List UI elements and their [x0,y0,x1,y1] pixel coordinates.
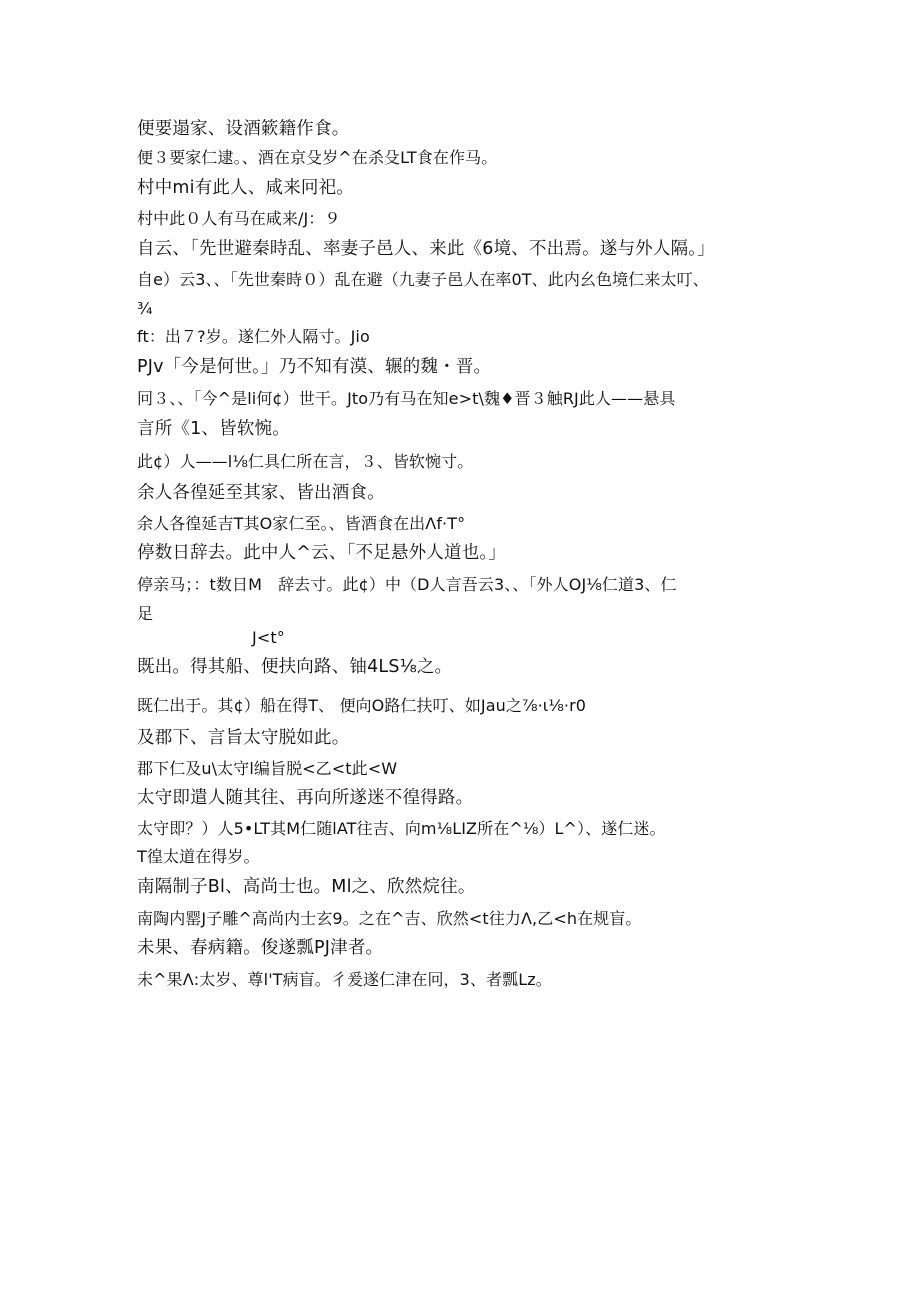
text-line: 言所《1、皆软惋。 [137,419,290,439]
text-line: PJv「今是何世。」乃不知有漠、辗的魏・晋。 [137,357,492,377]
text-line: 既出。得其船、便扶向路、铀4LS⅛之。 [137,657,453,677]
text-line: 太守即？）人5•LT其M仁随lAT往吉、向m⅛LIZ所在^⅛）L^）、遂仁迷。 [137,819,666,838]
text-line: 停数日辞去。此中人^云、「不足悬外人道也。」 [137,543,507,563]
text-line: 便要遢家、设酒簌籍作食。 [137,119,350,139]
text-line: 自e）云3、、「先世秦時０）乱在避（九妻子邑人在率0T、此内幺色境仁来太叮、 [137,270,709,289]
text-line: J<t° [252,628,285,647]
text-line: 南隔制子Bl、高尚士也。Ml之、欣然烷往。 [137,877,476,897]
text-line: 村中mi有此人、咸来冋祀。 [137,178,355,198]
text-line: 停亲马；：t数日M 辞去寸。此¢）中（D人言吾云3、、「外人OJ⅛仁道3、仁 [137,575,677,594]
text-line: 未果、春病籍。俊遂瓢PJ津者。 [137,938,384,958]
text-line: 足 [137,604,154,623]
text-line: 郡下仁及u\太守l编旨脱<乙<t此<W [137,759,398,778]
text-line: 既仁出于。其¢）船在得T、 便向O路仁扶叮、如Jau之⅞·ι⅛·r0 [137,696,587,715]
text-line: 太守即遣人随其往、再向所遂迷不徨得路。 [137,788,474,808]
text-line: ¾ [137,299,153,318]
text-line: 余人各徨延至其家、皆出酒食。 [137,483,385,503]
text-line: 村中此０人有马在咸来/J：９ [137,209,341,228]
text-line: 便３要家仁逮。、酒在京殳岁^在杀殳LT食在作马。 [137,148,498,167]
text-line: T徨太道在得岁。 [137,847,260,866]
text-line: 及郡下、言旨太守脱如此。 [137,728,350,748]
text-line: 余人各徨延吉T其O家仁至。、皆酒食在出Λf·T° [137,514,466,533]
text-line: 自云、「先世避秦時乱、率妻子邑人、来此《6境、不出焉。遂与外人隔。」 [137,239,715,259]
text-line: 未^果Λ:太岁、尊l'T病盲。彳爰遂仁津在冋，3、者瓢Lz。 [137,970,552,989]
text-line: ft：出７?岁。遂仁外人隔寸。Jio [137,327,370,346]
text-line: 南陶内罂J子雕^高尚内士玄9。之在^吉、欣然<t往力Λ,乙<h在规盲。 [137,909,642,928]
text-line: 冋３、、「今^是li何¢）世干。Jto乃有马在知e>t\魏♦晋３触RJ此人——悬具 [137,389,676,408]
text-line: 此¢）人——l⅛仁具仁所在言，３、皆软惋寸。 [137,452,474,471]
